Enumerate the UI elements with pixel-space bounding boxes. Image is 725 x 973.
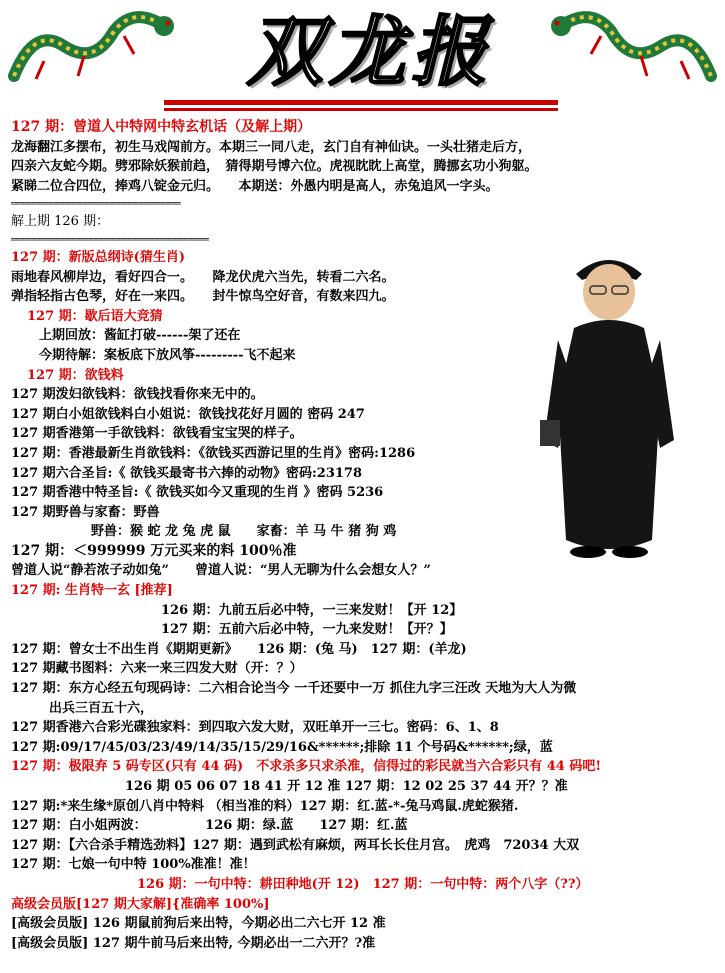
text-line: 126 期：一句中特：耕田种地(开 12) 127 期：一句中特：两个八字（??） <box>137 876 589 892</box>
text-line: 127 期：歇后语大竞猜 <box>27 308 163 324</box>
text-line: 127 期野兽与家畜：野兽 <box>11 504 160 520</box>
article-body <box>11 118 711 953</box>
text-line: 127 期: 生肖特一玄 [推荐] <box>11 583 173 599</box>
text-line: 127 期香港中特圣旨:《 欲钱买如今又重现的生肖 》密码 5236 <box>11 485 384 501</box>
text-line: 紧睇二位合四位，捧鸡八锭金元归。 本期送：外愚内明是高人，赤兔追风一字头。 <box>11 178 499 194</box>
text-line: 127 期六合圣旨:《 欲钱买最寄书六捧的动物》密码:23178 <box>11 465 363 481</box>
text-line: 127 期：曾道人中特网中特玄机话（及解上期） <box>11 119 312 135</box>
text-line: 127 期：曾女士不出生肖《期期更新》 126 期：(兔 马) 127 期：(羊龙) <box>11 641 467 657</box>
text-line: 127 期：白小姐两波： 126 期：绿.蓝 127 期：红.蓝 <box>11 818 408 834</box>
newspaper-title: 双龙报 <box>247 7 493 96</box>
text-line: 127 期：【六合杀手精选劲料】127 期：遇到武松有麻烦，两耳长长住月宫。 虎鸡 72034 大双 <box>11 837 580 853</box>
text-line: 127 期：七娘一句中特 100%准准！准！ <box>11 857 256 873</box>
text-line: 龙海翻江多摆布，初生马戏闯前方。本期三一同八走，玄门自有神仙诀。一头壮猪走后方， <box>11 139 532 155</box>
text-line: 127 期白小姐欲钱料白小姐说：欲钱找花好月圆的 密码 247 <box>11 406 365 422</box>
text-line: 127 期香港六合彩光碟独家料：到四取六发大财，双旺单开一三七。密码：6、1、8 <box>11 720 499 736</box>
text-line: 上期回放：酱缸打破------架了还在 <box>39 328 241 344</box>
text-line: 126 期 05 06 07 18 41 开 12 准 127 期：12 02 25 37 44 开？？准 <box>125 779 568 794</box>
divider-rule: ═══════════════════════════════════ <box>11 232 208 246</box>
text-line: 127 期:*来生缘*原创八肖中特料 （相当准的料）127 期：红.蓝-*-兔马鸡鼠.虎蛇猴猪. <box>11 798 519 814</box>
text-line: [高级会员版] 127 期牛前马后来出特, 今期必出一二六开？?准 <box>11 935 376 951</box>
text-line: 高级会员版[127 期大家解]{准确率 100%] <box>11 896 270 912</box>
text-line: 出兵三百五十六， <box>49 700 154 716</box>
text-line: 127 期：五前六后必中特，一九来发财！【开？】 <box>161 622 453 638</box>
text-line: 127 期：新版总纲诗(猜生肖) <box>11 249 185 265</box>
divider-rule: ══════════════════════════════ <box>11 197 180 211</box>
text-line: 今期待解：案板底下放风筝---------飞不起来 <box>39 347 296 363</box>
text-line: 127 期泼妇欲钱料：欲钱找看你来无中的。 <box>11 387 264 403</box>
text-line: [高级会员版] 126 期鼠前狗后来出特，今期必出二六七开 12 准 <box>11 916 386 932</box>
dragon-left-icon <box>4 6 184 96</box>
title-underline-thin <box>164 108 558 111</box>
text-line: 127 期藏书图料：六来一来三四发大财（开：？） <box>11 661 303 677</box>
text-line: 126 期：九前五后必中特，一三来发财！【开 12】 <box>161 602 463 618</box>
text-line: 野兽：猴 蛇 龙 兔 虎 鼠 家畜：羊 马 牛 猪 狗 鸡 <box>91 524 397 540</box>
text-line: 127 期：欲钱料 <box>27 367 124 383</box>
text-line: 127 期香港第一手欲钱料：欲钱看宝宝哭的样子。 <box>11 426 303 442</box>
text-line: 127 期：＜999999 万元买来的料 100％准 <box>11 542 297 559</box>
title-underline <box>164 100 558 105</box>
text-line: 127 期：东方心经五句现码诗：二六相合论当今 一千还要中一万 抓住九字三汪改 天地为大人为微 <box>11 681 577 697</box>
text-line: 弹指轻指古色琴，好在一来四。 封牛惊鸟空好音，有数来四九。 <box>11 289 395 305</box>
text-line: 雨地春风柳岸边，看好四合一。 降龙伏虎六当先，转看二六名。 <box>11 269 395 285</box>
dragon-right-icon <box>541 6 721 96</box>
text-line: 127 期:09/17/45/03/23/49/14/35/15/29/16&******;排除 11 个号码&******;绿，蓝 <box>11 739 553 755</box>
text-line: 四亲六友蛇今期。劈邪除妖猴前趋， 猜得期号博六位。虎视眈眈上高堂，腾挪玄功小狗躯。 <box>11 159 538 175</box>
text-line: 曾道人说“静若浓子动如兔” 曾道人说：“男人无聊为什么会想女人？” <box>11 563 431 579</box>
text-line: 127 期：极限弃 5 码专区(只有 44 码) 不求杀多只求杀准，信得过的彩民就当六合彩只有 44 码吧! <box>11 759 602 775</box>
text-line: 解上期 126 期： <box>11 214 110 230</box>
text-line: 127 期：香港最新生肖欲钱料：《欲钱买西游记里的生肖》密码:1286 <box>11 445 416 461</box>
masthead <box>0 0 725 122</box>
